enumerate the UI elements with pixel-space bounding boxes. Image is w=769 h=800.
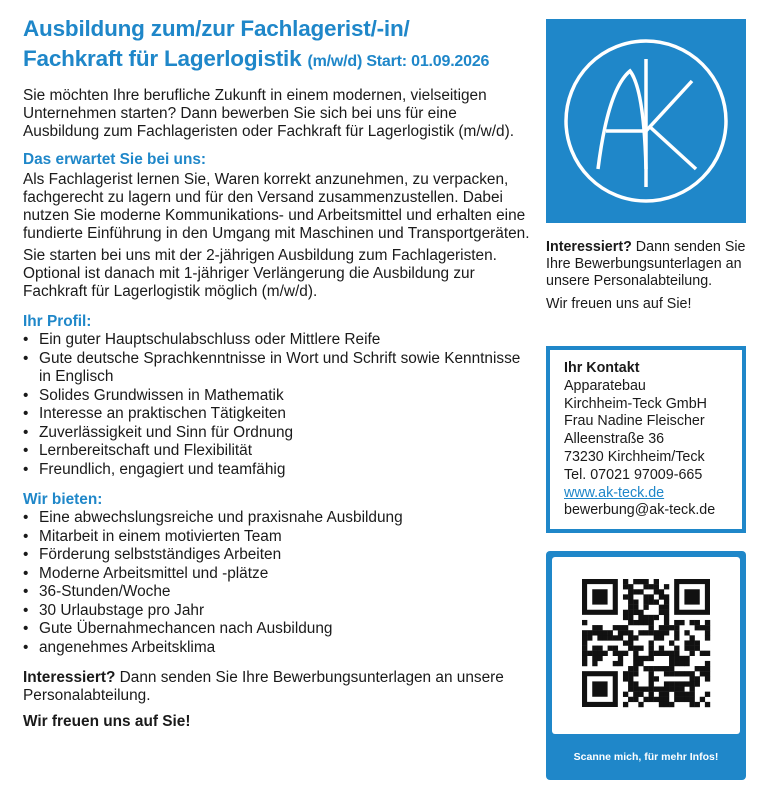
list-item: • Solides Grundwissen in Mathematik	[23, 387, 535, 406]
qr-box	[546, 551, 746, 780]
list-item: • Ein guter Hauptschulabschluss oder Mittlere Reife	[23, 331, 535, 350]
intro-text: Sie möchten Ihre berufliche Zukunft in einem modernen, vielseitigen Unternehmen starten? Dann bewerben Sie sich bei uns für eine Ausbildung zum Fachlageristen oder Fachkraft für Lagerlogistik (m/w/d).	[23, 87, 515, 140]
list-item: • Förderung selbstständiges Arbeiten	[23, 546, 535, 565]
list-item: • Mitarbeit in einem motivierten Team	[23, 528, 535, 547]
expect-paragraph-1: Als Fachlagerist lernen Sie, Waren korrekt anzunehmen, zu verpacken, fachgerecht zu lagern und für den Versand zusammenzustellen. Dabei nutzen Sie moderne Kommunikations- und Arbeitsmittel und erhalten eine fundierte Einführung in den Umgang mit Maschinen und Transportgeräten.	[23, 171, 530, 242]
list-item: • Freundlich, engagiert und teamfähig	[23, 461, 535, 480]
list-item: • angenehmes Arbeitsklima	[23, 639, 535, 658]
list-item: • 30 Urlaubstage pro Jahr	[23, 602, 535, 621]
contact-company-2: Kirchheim-Teck GmbH	[564, 395, 707, 412]
main-column	[23, 14, 535, 731]
contact-city: 73230 Kirchheim/Teck	[564, 448, 705, 465]
contact-street: Alleenstraße 36	[564, 431, 665, 448]
list-item: • Interesse an praktischen Tätigkeiten	[23, 405, 535, 424]
list-item: • Gute Übernahmechancen nach Ausbildung	[23, 620, 535, 639]
list-item: • Eine abwechslungsreiche und praxisnahe Ausbildung	[23, 509, 535, 528]
side-interest-bold: Interessiert?	[546, 239, 632, 255]
contact-box	[546, 346, 746, 533]
contact-email: bewerbung@ak-teck.de	[564, 502, 716, 519]
list-item: • Moderne Arbeitsmittel und -plätze	[23, 565, 535, 584]
list-item: • Lernbereitschaft und Flexibilität	[23, 442, 535, 461]
list-item: • Gute deutsche Sprachkenntnisse in Wort und Schrift sowie Kenntnisse in Englisch	[23, 350, 535, 387]
profile-heading: Ihr Profil:	[23, 313, 92, 330]
profile-list	[23, 331, 535, 479]
title-line2: Fachkraft für Lagerlogistik	[23, 46, 302, 71]
contact-heading: Ihr Kontakt	[564, 360, 640, 376]
qr-frame	[552, 557, 740, 734]
closing-text	[23, 669, 535, 705]
side-interest-text: Dann senden Sie Ihre Bewerbungsunterlagen an unsere Personalabteilung.	[546, 239, 746, 290]
closing-bold: Interessiert?	[23, 669, 116, 686]
offer-heading: Wir bieten:	[23, 491, 103, 508]
side-interest-thanks: Wir freuen uns auf Sie!	[546, 295, 692, 312]
title-suffix: (m/w/d) Start: 01.09.2026	[307, 53, 490, 70]
qr-code-icon[interactable]	[552, 557, 740, 734]
closing-rest: Dann senden Sie Ihre Bewerbungsunterlagen an unsere Personalabteilung.	[23, 669, 504, 704]
list-item: • Zuverlässigkeit und Sinn für Ordnung	[23, 424, 535, 443]
offer-list	[23, 509, 535, 657]
list-item: • 36-Stunden/Woche	[23, 583, 535, 602]
website-link[interactable]: www.ak-teck.de	[564, 484, 665, 501]
closing-thanks: Wir freuen uns auf Sie!	[23, 713, 191, 730]
expect-heading: Das erwartet Sie bei uns:	[23, 151, 207, 168]
ak-logo-icon	[546, 19, 746, 223]
contact-phone: Tel. 07021 97009-665	[564, 466, 703, 483]
expect-paragraph-2: Sie starten bei uns mit der 2-jährigen Ausbildung zum Fachlageristen. Optional ist danach mit 1-jähriger Verlängerung die Ausbildung zur Fachkraft für Lagerlogistik möglich (m/w/d).	[23, 247, 497, 300]
contact-person: Frau Nadine Fleischer	[564, 413, 705, 430]
page-title	[23, 14, 535, 77]
qr-caption: Scanne mich, für mehr Infos!	[573, 751, 719, 763]
company-logo	[546, 19, 746, 223]
side-interest	[546, 239, 751, 313]
title-line1: Ausbildung zum/zur Fachlagerist/-in/	[23, 16, 410, 41]
contact-company-1: Apparatebau	[564, 377, 646, 394]
